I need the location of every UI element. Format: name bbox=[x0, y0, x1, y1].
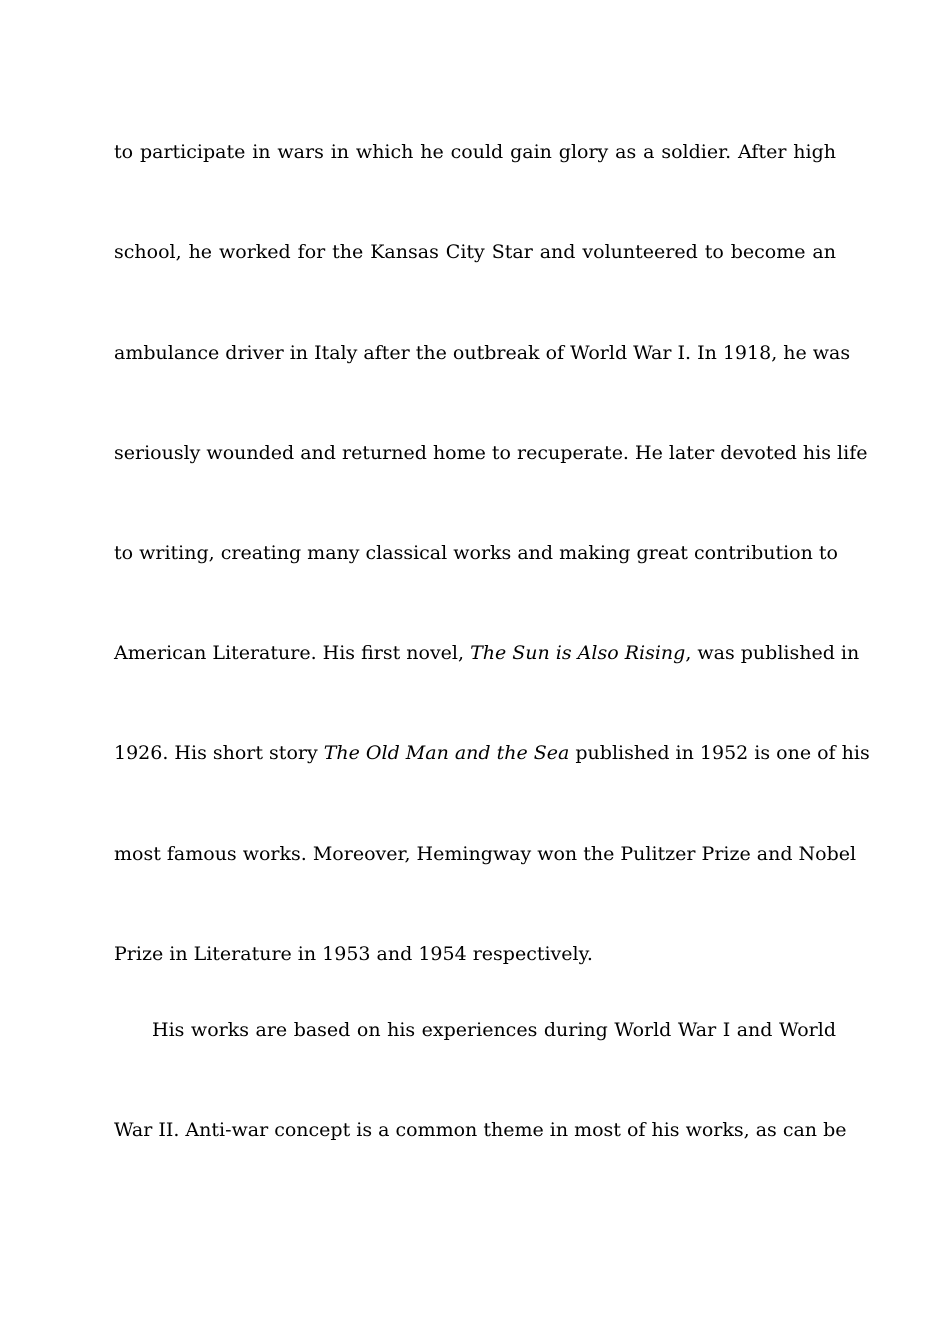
text-line bbox=[114, 341, 851, 365]
text-run: American Literature. His first novel, bbox=[114, 642, 471, 664]
text-run: to participate in wars in which he could gain glory as a soldier. After high bbox=[114, 141, 836, 163]
text-run: to writing, creating many classical works and making great contribution to bbox=[114, 542, 838, 564]
text-run: Prize in Literature in 1953 and 1954 respectively. bbox=[114, 943, 593, 965]
text-line bbox=[114, 541, 836, 565]
text-run: War II. Anti-war concept is a common theme in most of his works, as can be bbox=[114, 1119, 847, 1141]
text-line bbox=[114, 641, 860, 665]
text-line bbox=[114, 741, 870, 765]
text-run: seriously wounded and returned home to recuperate. He later devoted his life bbox=[114, 442, 868, 464]
book-title: The Old Man and the Sea bbox=[323, 742, 570, 764]
text-run: ambulance driver in Italy after the outbreak of World War I. In 1918, he was bbox=[114, 342, 851, 364]
text-line bbox=[114, 441, 868, 465]
text-line bbox=[114, 942, 836, 966]
text-line bbox=[114, 140, 836, 164]
text-line bbox=[152, 1018, 836, 1042]
text-line bbox=[114, 240, 836, 264]
text-run: His works are based on his experiences during World War I and World bbox=[152, 1019, 836, 1041]
text-run: published in 1952 is one of his bbox=[569, 742, 870, 764]
text-line bbox=[114, 1118, 847, 1142]
text-run: school, he worked for the Kansas City Star and volunteered to become an bbox=[114, 241, 836, 263]
text-line bbox=[114, 842, 857, 866]
book-title: The Sun is Also Rising bbox=[470, 642, 686, 664]
text-run: most famous works. Moreover, Hemingway won the Pulitzer Prize and Nobel bbox=[114, 843, 857, 865]
text-run: , was published in bbox=[685, 642, 860, 664]
text-run: 1926. His short story bbox=[114, 742, 324, 764]
